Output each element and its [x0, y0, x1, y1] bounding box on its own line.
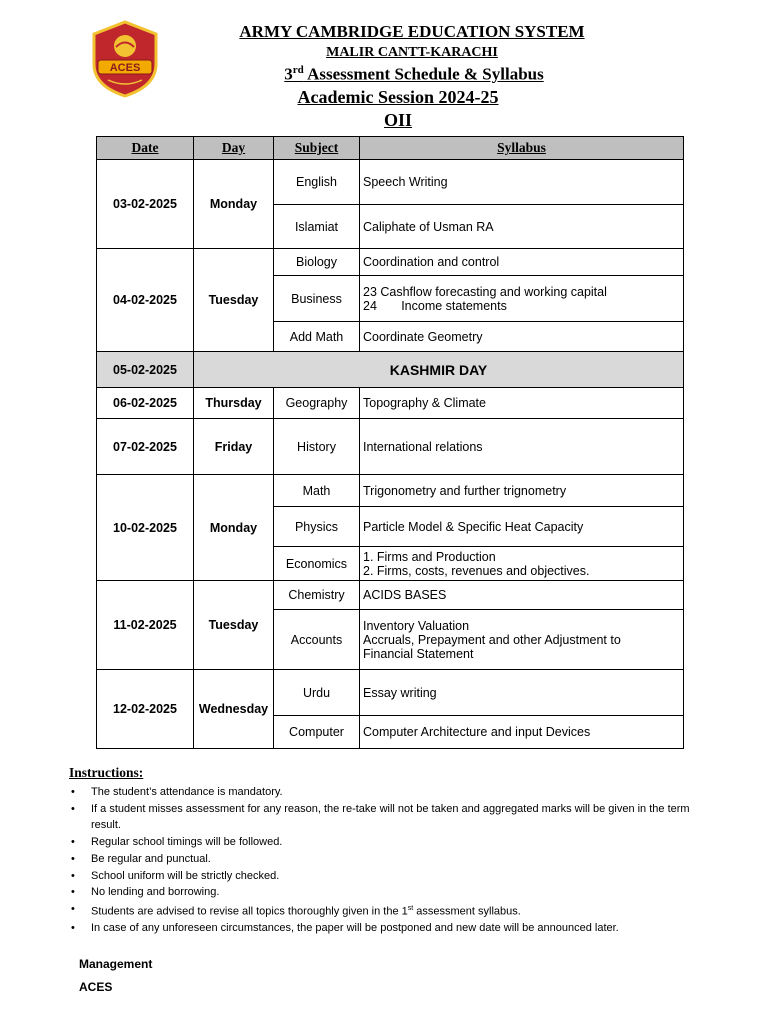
syllabus-cell	[360, 249, 684, 276]
instruction-item: • Students are advised to revise all topics thoroughly given in the 1st assessment syllabus.	[71, 902, 521, 918]
school-name: ARMY CAMBRIDGE EDUCATION SYSTEM	[239, 22, 585, 41]
instruction-item: • Regular school timings will be followed.	[71, 836, 283, 849]
instruction-item: • In case of any unforeseen circumstances, the paper will be postponed and new date will be announced later.	[71, 922, 619, 935]
instruction-item: • If a student misses assessment for any reason, the re-take will not be taken and aggregated marks will be given in the term result.	[71, 802, 690, 832]
day-cell: Tuesday	[194, 581, 274, 670]
syllabus-line: Topography & Climate	[363, 396, 486, 410]
subject-cell: Physics	[274, 507, 360, 547]
date-cell: 11-02-2025	[97, 581, 194, 670]
syllabus-cell	[360, 205, 684, 249]
date-cell: 10-02-2025	[97, 475, 194, 581]
subject-cell: Geography	[274, 388, 360, 419]
subject-cell: Add Math	[274, 322, 360, 352]
syllabus-cell	[360, 716, 684, 749]
syllabus-cell	[360, 670, 684, 716]
table-row	[97, 475, 684, 507]
syllabus-cell	[360, 475, 684, 507]
instructions-list	[69, 784, 709, 937]
day-cell: Monday	[194, 160, 274, 249]
table-row	[97, 670, 684, 716]
signature-management: Management	[79, 957, 153, 971]
syllabus-cell	[360, 581, 684, 610]
instruction-item: • Be regular and punctual.	[71, 852, 211, 865]
academic-session: Academic Session 2024-25	[297, 87, 499, 107]
syllabus-line: Coordinate Geometry	[363, 329, 483, 344]
subject-cell: Economics	[274, 547, 360, 581]
date-cell: 12-02-2025	[97, 670, 194, 749]
instructions-title: Instructions:	[69, 765, 144, 780]
subject-cell: Business	[274, 276, 360, 322]
syllabus-line: International relations	[363, 439, 483, 454]
instructions-section	[69, 765, 709, 937]
table-header-row	[97, 137, 684, 160]
syllabus-line: 2. Firms, costs, revenues and objectives.	[363, 563, 590, 578]
syllabus-line: Speech Writing	[363, 175, 448, 189]
instruction-item: • No lending and borrowing.	[71, 886, 220, 899]
instruction-item: • School uniform will be strictly checked.	[71, 869, 280, 882]
subject-cell: Accounts	[274, 610, 360, 670]
schedule-table	[96, 136, 684, 749]
syllabus-line: ACIDS BASES	[363, 588, 447, 602]
table-row	[97, 419, 684, 475]
syllabus-cell	[360, 322, 684, 352]
day-cell: Tuesday	[194, 249, 274, 352]
header-day: Day	[194, 137, 274, 160]
header-subject: Subject	[274, 137, 360, 160]
instruction-item: • The student’s attendance is mandatory.	[71, 786, 283, 798]
subject-cell: History	[274, 419, 360, 475]
syllabus-line: 1. Firms and Production	[363, 549, 496, 564]
class-name: OII	[383, 110, 412, 130]
subject-cell: Computer	[274, 716, 360, 749]
holiday-cell: KASHMIR DAY	[194, 352, 684, 388]
subject-cell: Math	[274, 475, 360, 507]
syllabus-cell	[360, 419, 684, 475]
syllabus-cell	[360, 160, 684, 205]
subject-cell: Islamiat	[274, 205, 360, 249]
table-row	[97, 388, 684, 419]
syllabus-line: Financial Statement	[363, 646, 474, 661]
date-cell: 03-02-2025	[97, 160, 194, 249]
day-cell: Thursday	[194, 388, 274, 419]
table-row	[97, 249, 684, 276]
table-row	[97, 581, 684, 610]
table-row	[97, 352, 684, 388]
syllabus-line: Trigonometry and further trignometry	[363, 483, 567, 498]
date-cell: 07-02-2025	[97, 419, 194, 475]
day-cell: Monday	[194, 475, 274, 581]
syllabus-cell	[360, 507, 684, 547]
syllabus-cell	[360, 276, 684, 322]
subject-cell: Biology	[274, 249, 360, 276]
syllabus-cell	[360, 388, 684, 419]
schedule-body	[97, 160, 684, 749]
syllabus-line: Particle Model & Specific Heat Capacity	[363, 519, 584, 534]
syllabus-line: Computer Architecture and input Devices	[363, 725, 591, 739]
header-date: Date	[97, 137, 194, 160]
date-cell: 05-02-2025	[97, 352, 194, 388]
subject-cell: English	[274, 160, 360, 205]
syllabus-line: 24 Income statements	[363, 298, 507, 313]
table-row	[97, 160, 684, 205]
schedule-title: 3rd Assessment Schedule & Syllabus	[284, 64, 544, 84]
syllabus-line: Coordination and control	[363, 255, 500, 269]
day-cell: Friday	[194, 419, 274, 475]
header-syllabus: Syllabus	[360, 137, 684, 160]
syllabus-cell	[360, 547, 684, 581]
syllabus-line: Caliphate of Usman RA	[363, 219, 494, 234]
syllabus-line: Inventory Valuation	[363, 618, 470, 633]
syllabus-line: Essay writing	[363, 685, 437, 700]
signature-org: ACES	[79, 980, 113, 994]
campus-name: MALIR CANTT-KARACHI	[326, 45, 498, 60]
date-cell: 06-02-2025	[97, 388, 194, 419]
syllabus-line: 23 Cashflow forecasting and working capital	[363, 284, 607, 299]
subject-cell: Chemistry	[274, 581, 360, 610]
logo-text: ACES	[109, 62, 141, 74]
day-cell: Wednesday	[194, 670, 274, 749]
syllabus-line: Accruals, Prepayment and other Adjustment to	[363, 632, 621, 647]
syllabus-cell	[360, 610, 684, 670]
subject-cell: Urdu	[274, 670, 360, 716]
date-cell: 04-02-2025	[97, 249, 194, 352]
